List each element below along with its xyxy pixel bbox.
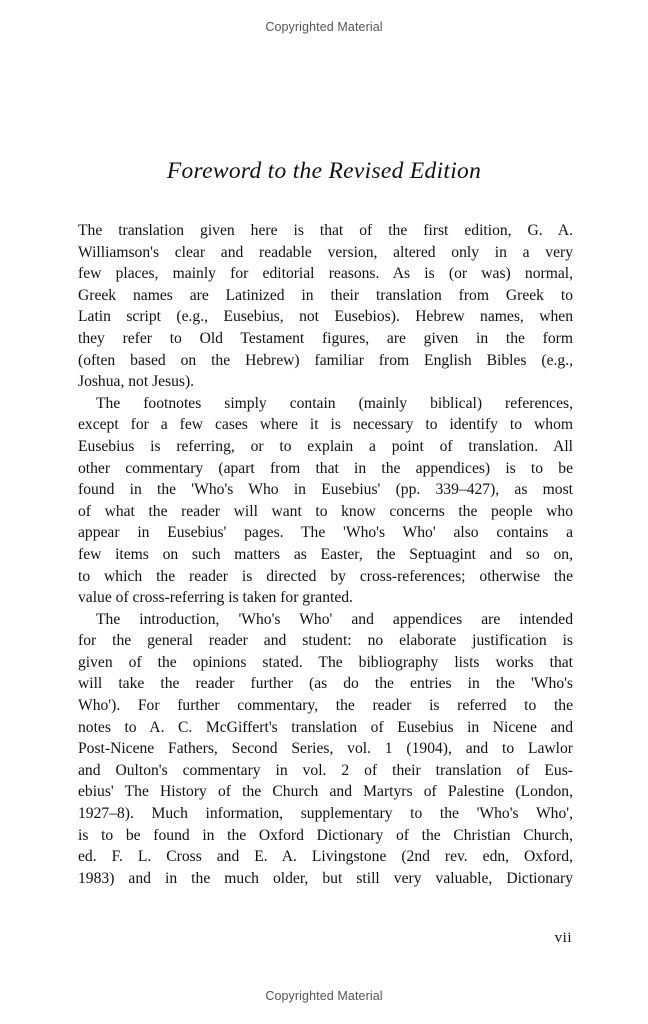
text-line: of what the reader will want to know concerns the people who [78,502,573,520]
watermark-top: Copyrighted Material [265,20,383,34]
text-line: 1983) and in the much older, but still very valuable, Dictionary [78,869,573,887]
page-title: Foreword to the Revised Edition [166,158,482,184]
page-number: vii [554,930,572,946]
text-line: The translation given here is that of the first edition, G. A. [78,222,573,239]
text-line: appear in Eusebius' pages. The 'Who's Who' also contains a [78,524,573,542]
paragraph-3 [78,609,573,890]
text-line: 1927–8). Much information, supplementary to the 'Who's Who', [78,805,573,823]
text-line: The introduction, 'Who's Who' and appendices are intended [96,610,573,628]
text-line: ebius' The History of the Church and Martyrs of Palestine (London, [78,783,573,801]
text-line: except for a few cases where it is necessary to identify to whom [78,416,573,434]
text-line: and Oulton's commentary in vol. 2 of their translation of Eus- [78,761,573,779]
text-line: will take the reader further (as do the entries in the 'Who's [78,675,573,693]
text-line: to which the reader is directed by cross-references; otherwise the [78,567,573,585]
text-line: Williamson's clear and readable version, altered only in a very [78,243,573,261]
text-line: Eusebius is referring, or to explain a point of translation. All [78,437,573,455]
text-line: Greek names are Latinized in their translation from Greek to [78,286,573,304]
watermark-bottom: Copyrighted Material [265,989,383,1003]
text-line: found in the 'Who's Who in Eusebius' (pp. 339–427), as most [78,481,573,499]
text-line: Who'). For further commentary, the reader is referred to the [78,697,573,715]
text-line: given of the opinions stated. The bibliography lists works that [78,653,573,671]
text-line: they refer to Old Testament figures, are given in the form [78,329,573,347]
text-line: Post-Nicene Fathers, Second Series, vol. 1 (1904), and to Lawlor [78,740,573,758]
text-line: The footnotes simply contain (mainly biblical) references, [96,394,573,412]
text-line: notes to A. C. McGiffert's translation of Eusebius in Nicene and [78,718,573,736]
text-line: few places, mainly for editorial reasons. As is (or was) normal, [78,265,573,283]
text-line: is to be found in the Oxford Dictionary of the Christian Church, [78,826,573,844]
text-line: for the general reader and student: no elaborate justification is [78,632,573,650]
text-line: few items on such matters as Easter, the Septuagint and so on, [78,545,573,563]
paragraph-2 [78,393,573,609]
text-line: Joshua, not Jesus). [78,373,195,391]
paragraph-1 [78,220,573,393]
text-line: other commentary (apart from that in the appendices) is to be [78,459,573,477]
text-line: Latin script (e.g., Eusebius, not Eusebios). Hebrew names, when [78,308,573,326]
text-line: (often based on the Hebrew) familiar from English Bibles (e.g., [78,351,573,369]
text-line: ed. F. L. Cross and E. A. Livingstone (2nd rev. edn, Oxford, [78,848,573,866]
text-line: value of cross-referring is taken for granted. [78,589,353,607]
body-text [78,220,573,889]
